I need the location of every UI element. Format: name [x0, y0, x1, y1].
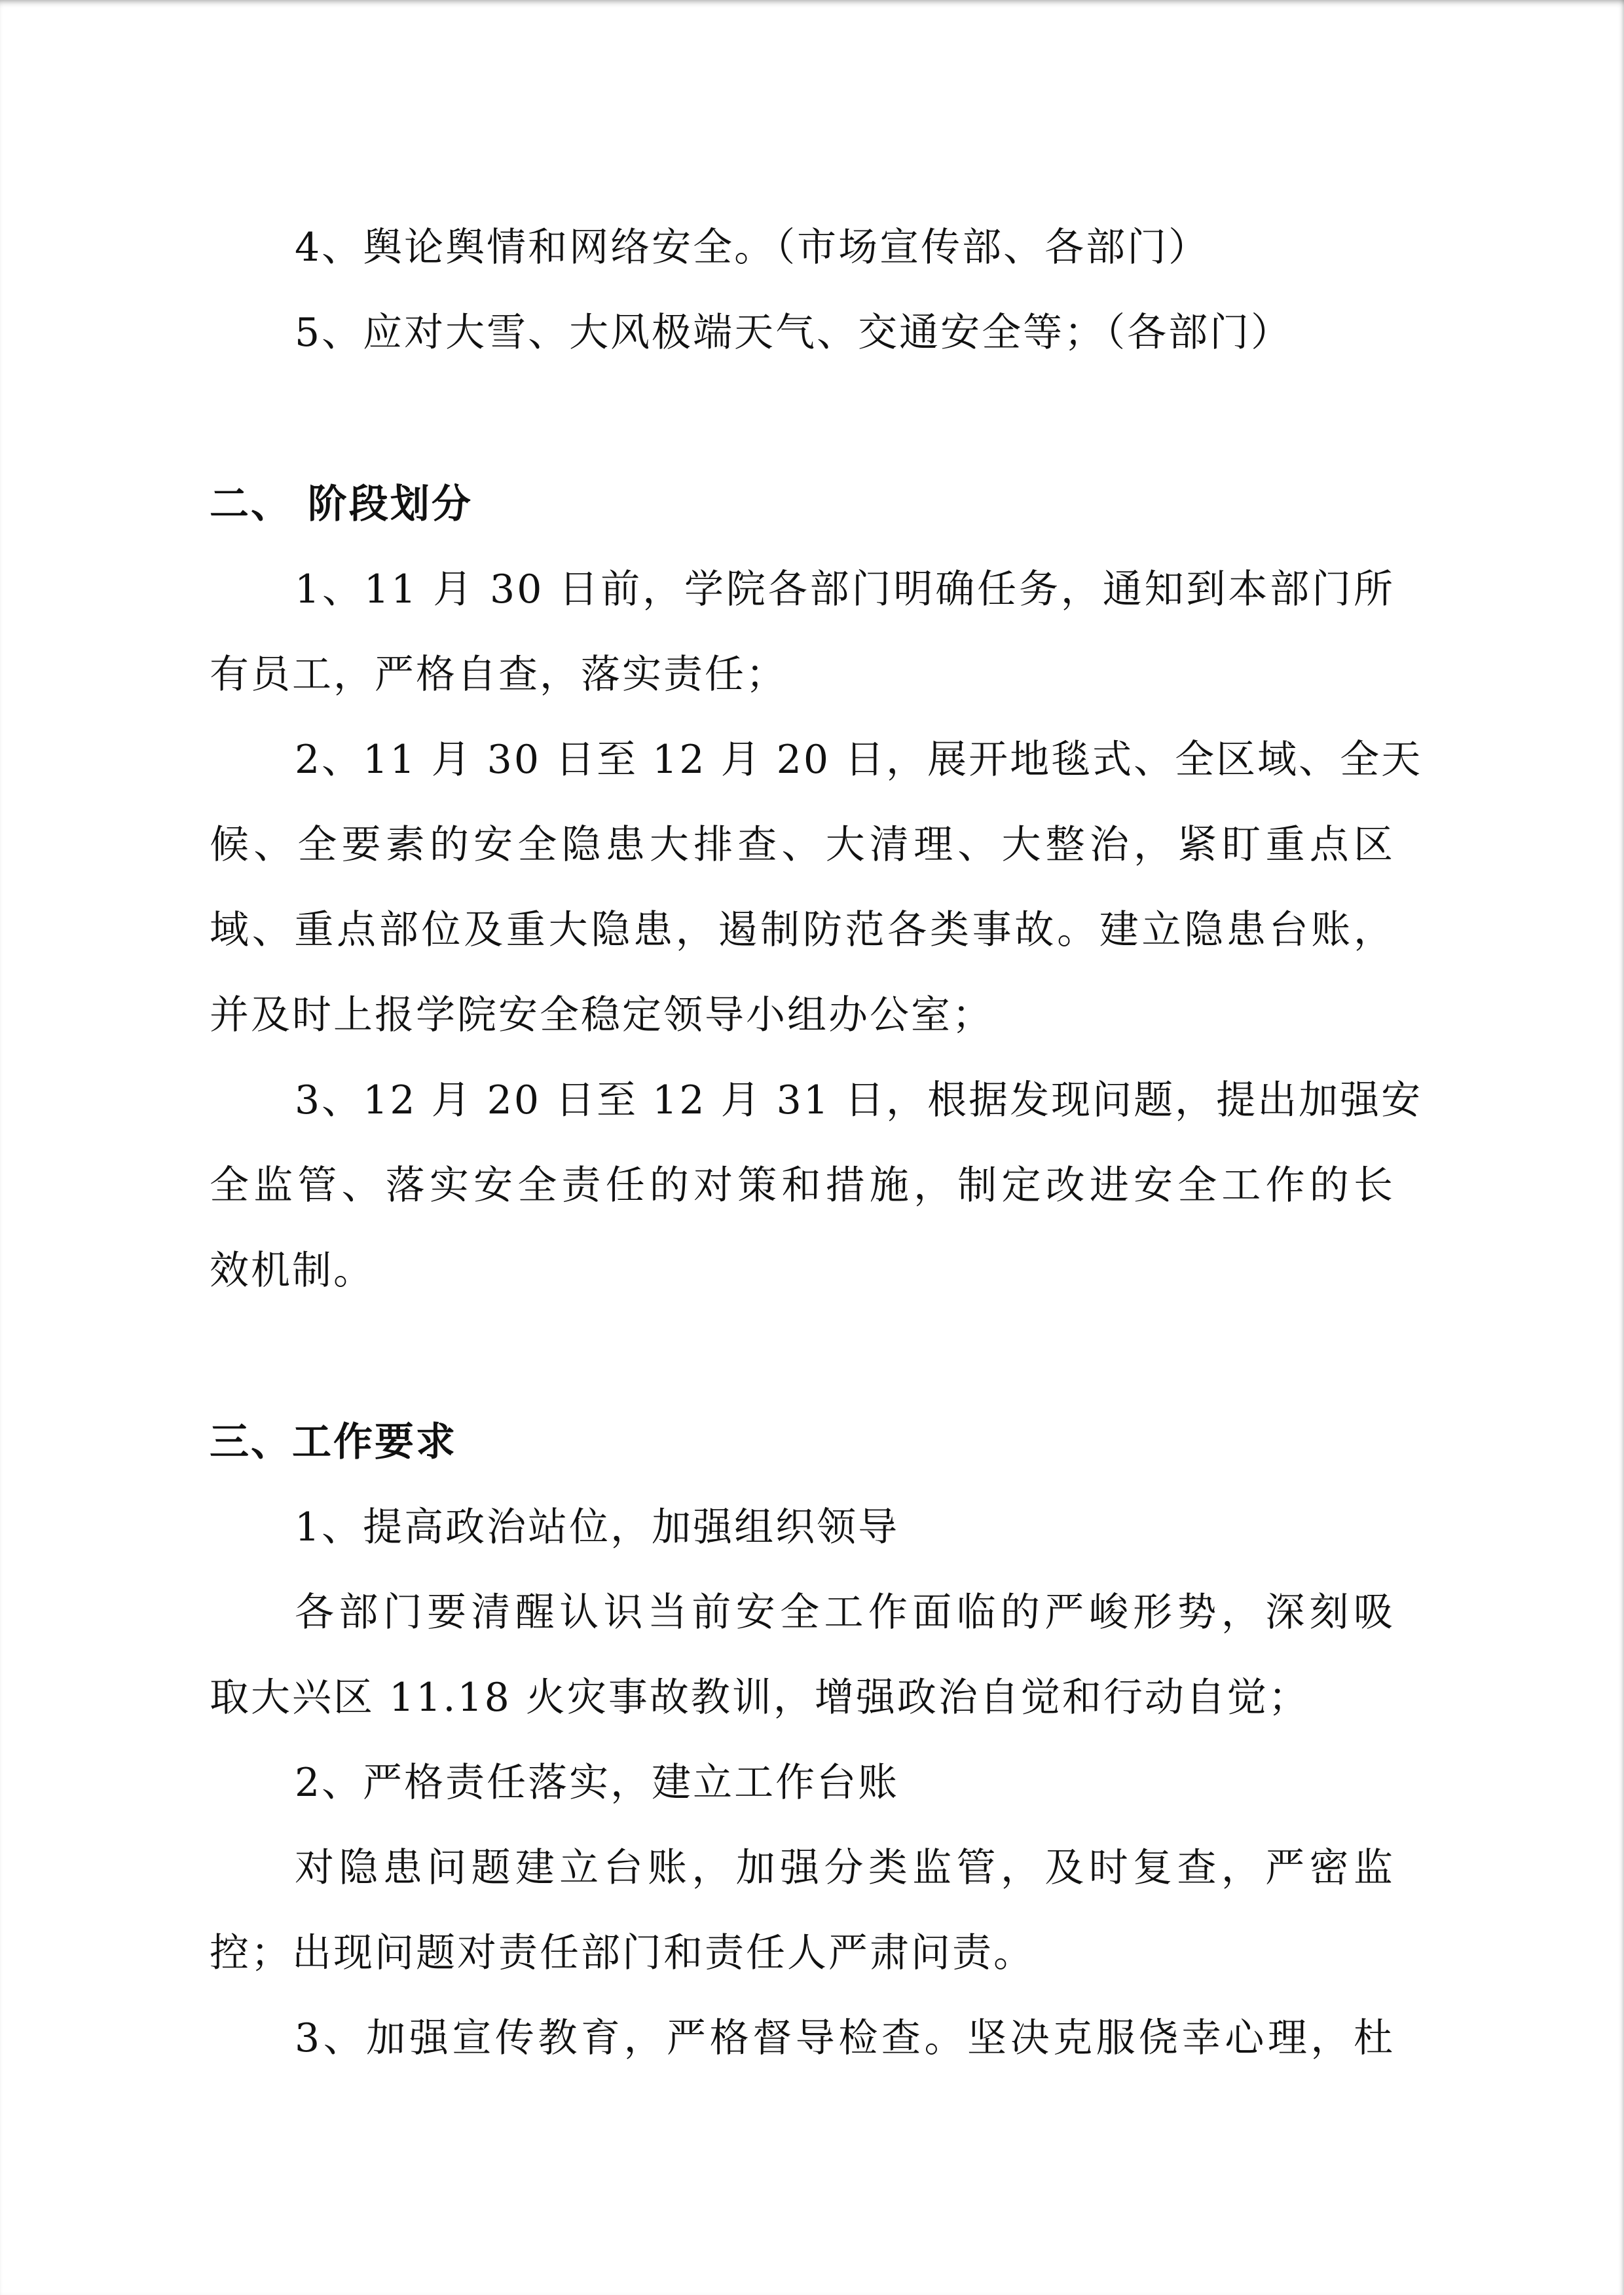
section-2-p2-line3: 域、重点部位及重大隐患，遏制防范各类事故。建立隐患台账，	[210, 907, 1395, 953]
item-4: 4、舆论舆情和网络安全。（市场宣传部、各部门）	[295, 225, 1210, 271]
section-2-p1-line2: 有员工，严格自查，落实责任；	[210, 652, 787, 698]
item-5: 5、应对大雪、大风极端天气、交通安全等；（各部门）	[295, 310, 1293, 356]
section-2-p2-line2: 候、全要素的安全隐患大排查、大清理、大整治，紧盯重点区	[210, 822, 1395, 868]
section-2-p3-line1: 3、12 月 20 日至 12 月 31 日，根据发现问题，提出加强安	[295, 1077, 1423, 1123]
requirement-2-title: 2、严格责任落实，建立工作台账	[295, 1760, 900, 1806]
section-2-p2-line1: 2、11 月 30 日至 12 月 20 日，展开地毯式、全区域、全天	[295, 737, 1423, 783]
requirement-1-title: 1、提高政治站位，加强组织领导	[295, 1504, 900, 1550]
section-2-p2-line4: 并及时上报学院安全稳定领导小组办公室；	[210, 992, 993, 1038]
requirement-2-body-line1: 对隐患问题建立台账，加强分类监管，及时复查，严密监	[295, 1845, 1395, 1891]
requirement-1-body-line1: 各部门要清醒认识当前安全工作面临的严峻形势，深刻吸	[295, 1590, 1395, 1635]
requirement-3-title: 3、加强宣传教育，严格督导检查。坚决克服侥幸心理，杜	[295, 2015, 1395, 2061]
section-2-p3-line2: 全监管、落实安全责任的对策和措施，制定改进安全工作的长	[210, 1163, 1395, 1208]
section-2-p1-line1: 1、11 月 30 日前，学院各部门明确任务，通知到本部门所	[295, 567, 1395, 612]
section-2-heading: 二、 阶段划分	[210, 481, 473, 527]
requirement-2-body-line2: 控；出现问题对责任部门和责任人严肃问责。	[210, 1930, 1035, 1976]
section-2-p3-line3: 效机制。	[210, 1248, 375, 1294]
section-3-heading: 三、工作要求	[210, 1419, 457, 1465]
requirement-1-body-line2: 取大兴区 11.18 火灾事故教训，增强政治自觉和行动自觉；	[210, 1675, 1310, 1721]
